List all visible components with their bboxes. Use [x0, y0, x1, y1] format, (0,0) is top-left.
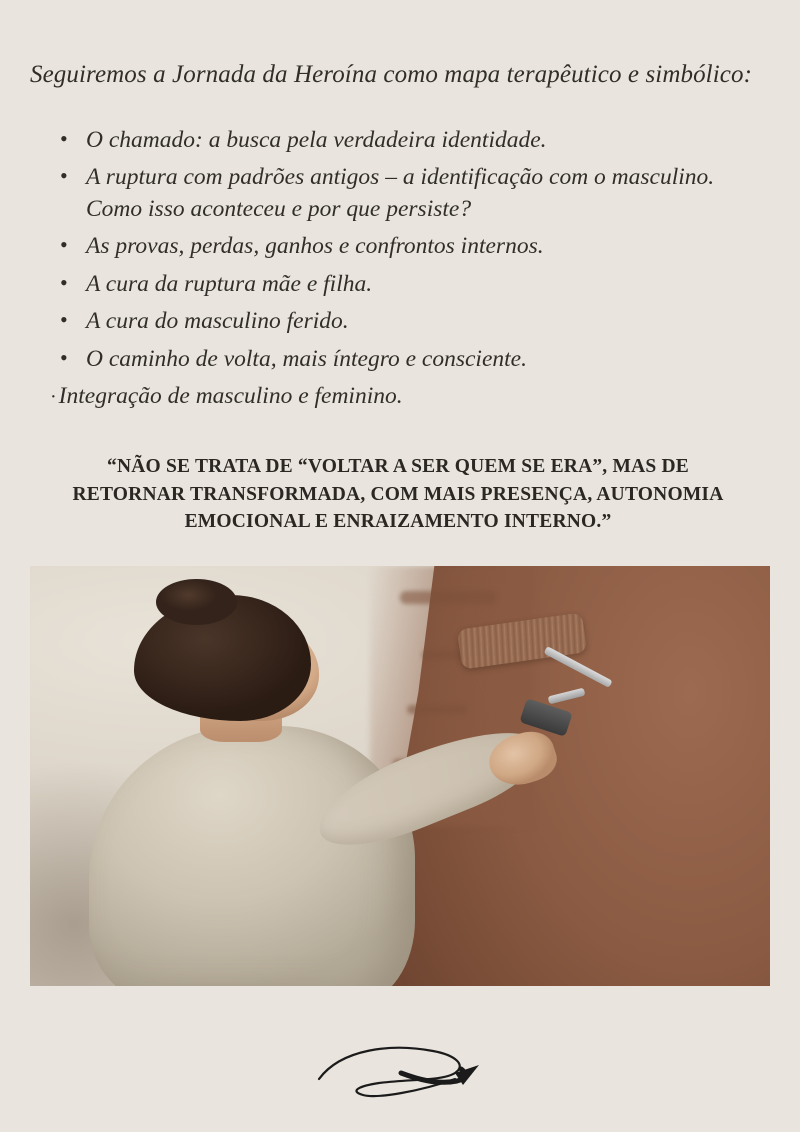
- list-item: • A cura do masculino ferido.: [82, 306, 756, 337]
- list-item: • A ruptura com padrões antigos – a identificação com o masculino. Como isso aconteceu e por que persiste?: [82, 162, 756, 225]
- pull-quote: “NÃO SE TRATA DE “VOLTAR A SER QUEM SE ERA”, MAS DE RETORNAR TRANSFORMADA, COM MAIS PRESENÇA, AUTONOMIA EMOCIONAL E ENRAIZAMENTO INTERNO.”: [72, 455, 724, 533]
- paint-streak: [407, 705, 466, 714]
- signature-flourish-icon: [0, 1039, 800, 1106]
- list-item: • O chamado: a busca pela verdadeira identidade.: [82, 125, 756, 156]
- list-item: • As provas, perdas, ganhos e confrontos internos.: [82, 231, 756, 262]
- photo-woman-painting-wall: [30, 566, 770, 986]
- list-item: • A cura da ruptura mãe e filha.: [82, 269, 756, 300]
- final-list-line-text: Integração de masculino e feminino.: [58, 383, 403, 410]
- bullet-marker: ·: [50, 386, 57, 409]
- list-item: • O caminho de volta, mais íntegro e consciente.: [82, 344, 756, 375]
- paint-streak: [400, 591, 496, 604]
- intro-paragraph: Seguiremos a Jornada da Heroína como mapa terapêutico e simbólico:: [30, 61, 752, 88]
- bullet-list: [30, 125, 756, 375]
- final-list-line: [50, 381, 756, 412]
- figure-hair-bun: [156, 579, 237, 625]
